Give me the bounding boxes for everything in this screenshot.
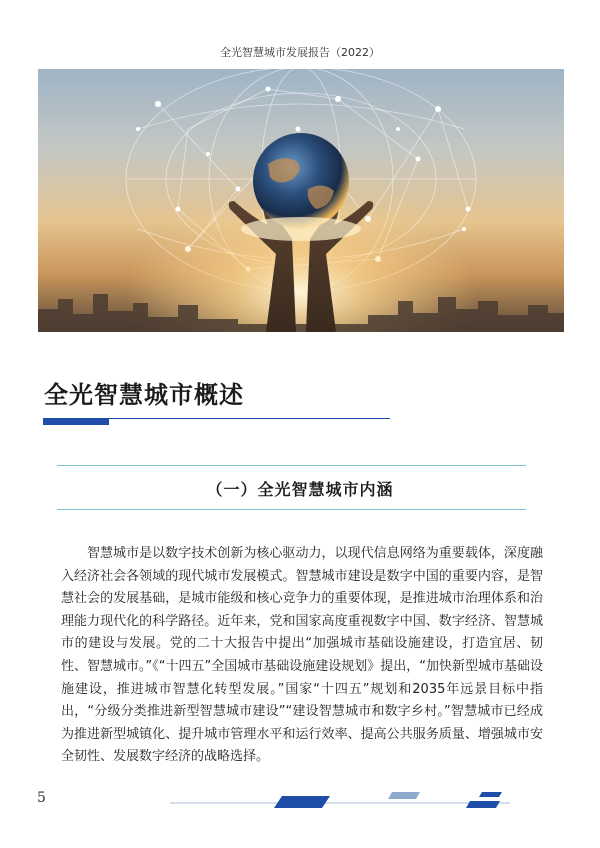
subsection-rule-top — [57, 465, 526, 466]
section-title: 全光智慧城市概述 — [44, 381, 244, 409]
subsection-rule-bottom — [57, 509, 526, 510]
running-header: 全光智慧城市发展报告（2022） — [220, 46, 380, 59]
title-underline-accent — [43, 418, 109, 425]
hero-image — [38, 69, 564, 332]
page-number: 5 — [37, 790, 46, 806]
footer-decoration — [170, 790, 540, 810]
body-paragraph: 智慧城市是以数字技术创新为核心驱动力，以现代信息网络为重要载体，深度融入经济社会各领域的现代城市发展模式。智慧城市建设是数字中国的重要内容，是智慧社会的发展基础，是城市能级和核心竞争力的重要体现，是推进城市治理体系和治理能力现代化的科学路径。近年来，党和国家高度重视数字中国、数字经济、智慧城市的建设与发展。党的二十大报告中提出“加强城市基础设施建设，打造宜居、韧性、智慧城市。”《“十四五”全国城市基础设施建设规划》提出，“加快新型城市基础设施建设，推进城市智慧化转型发展。”国家“十四五”规划和2035年远景目标中指出，“分级分类推进新型智慧城市建设”“建设智慧城市和数字乡村。”智慧城市已经成为推进新型城镇化、提升城市管理水平和运行效率、提高公共服务质量、增强城市安全韧性、发展数字经济的战略选择。 — [61, 546, 543, 765]
subsection-title: （一）全光智慧城市内涵 — [206, 480, 394, 499]
title-underline — [109, 418, 390, 419]
